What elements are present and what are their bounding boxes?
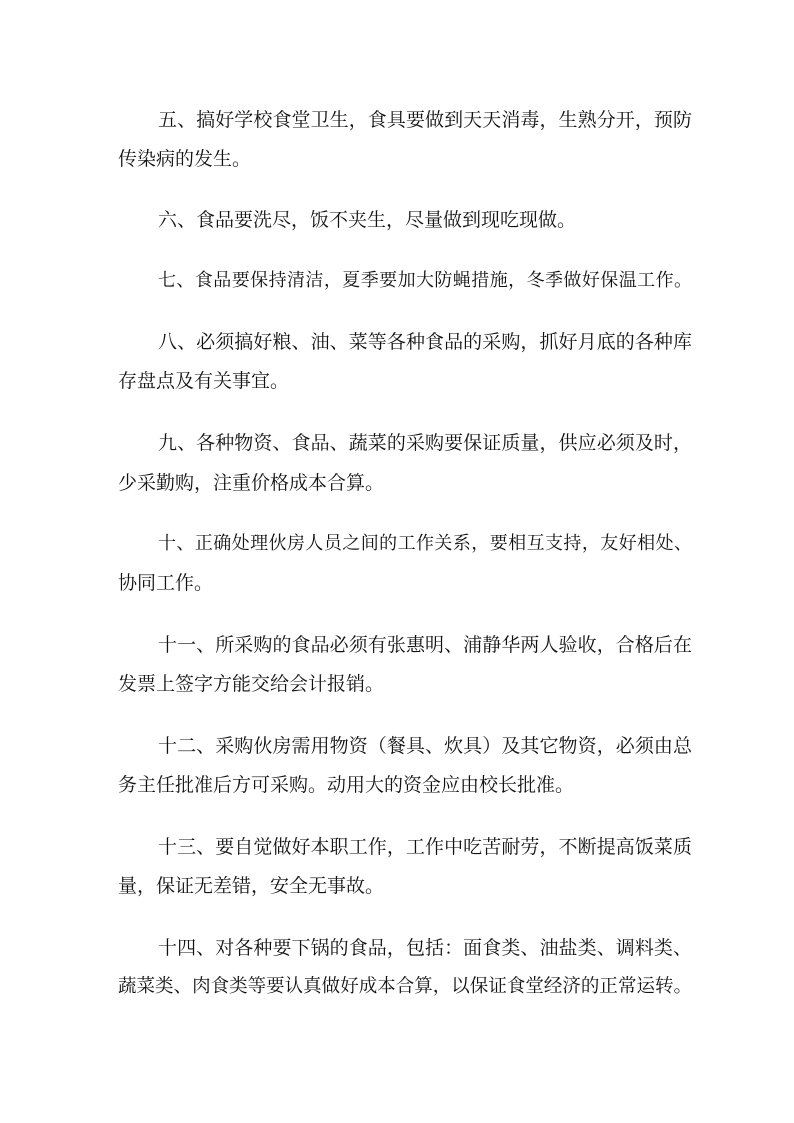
rule-10-line-2: 协同工作。: [118, 572, 214, 594]
rule-5-line-1: 五、搞好学校食堂卫生，食具要做到天天消毒，生熟分开，预防: [158, 109, 692, 131]
rule-9-line-2: 少采勤购，注重价格成本合算。: [118, 472, 385, 494]
rule-12-line-1: 十二、采购伙房需用物资（餐具、炊具）及其它物资，必须由总: [158, 735, 692, 757]
rule-8-line-2: 存盘点及有关事宜。: [118, 370, 290, 392]
rule-13-line-2: 量，保证无差错，安全无事故。: [118, 875, 385, 897]
rule-11-line-1: 十一、所采购的食品必须有张惠明、浦静华两人验收，合格后在: [158, 634, 692, 656]
rule-7-line-1: 七、食品要保持清洁，夏季要加大防蝇措施，冬季做好保温工作。: [158, 270, 692, 291]
rule-11-line-2: 发票上签字方能交给会计报销。: [118, 673, 385, 695]
rule-14-line-1: 十四、对各种要下锅的食品，包括：面食类、油盐类、调料类、: [158, 937, 692, 959]
rule-9-line-1: 九、各种物资、食品、蔬菜的采购要保证质量，供应必须及时，: [158, 432, 692, 454]
rule-13-line-1: 十三、要自觉做好本职工作，工作中吃苦耐劳，不断提高饭菜质: [158, 836, 692, 858]
rule-14-line-2: 蔬菜类、肉食类等要认真做好成本合算，以保证食堂经济的正常运转。: [118, 976, 692, 997]
rule-6-line-1: 六、食品要洗尽，饭不夹生，尽量做到现吃现做。: [158, 209, 577, 231]
rule-5-line-2: 传染病的发生。: [118, 148, 252, 170]
rule-10-line-1: 十、正确处理伙房人员之间的工作关系，要相互支持，友好相处、: [158, 533, 692, 554]
rule-12-line-2: 务主任批准后方可采购。动用大的资金应由校长批准。: [118, 774, 575, 796]
rule-8-line-1: 八、必须搞好粮、油、菜等各种食品的采购，抓好月底的各种库: [158, 331, 692, 353]
